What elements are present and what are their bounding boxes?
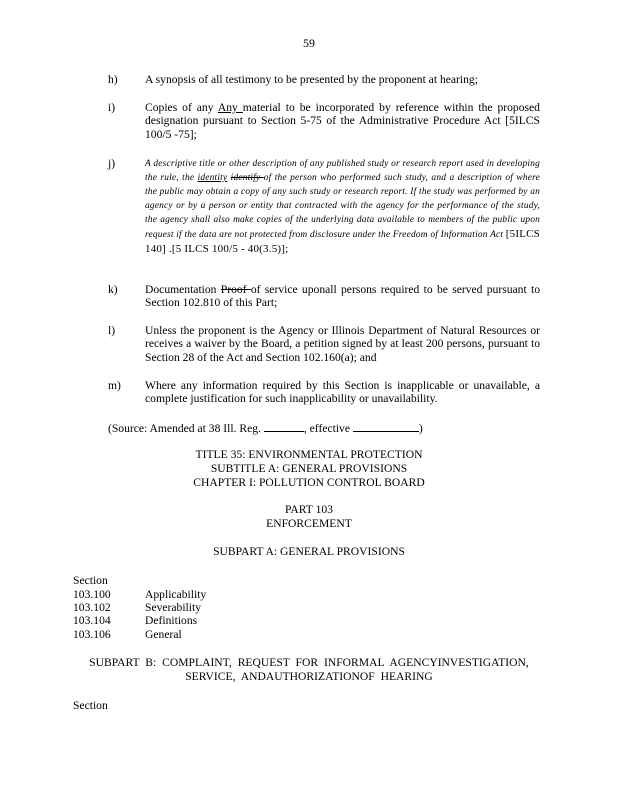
text-run: A descriptive title or other description of any published study or research report used in developing the rule, the <box>145 159 540 183</box>
subpart-b-heading-line2: SERVICE, ANDAUTHORIZATIONOF HEARING <box>185 670 433 683</box>
item-label: j) <box>108 157 116 170</box>
section-number: 103.100 <box>73 588 111 601</box>
page-number: 59 <box>303 36 315 50</box>
reg-blank <box>264 421 304 432</box>
section-name: General <box>145 628 182 641</box>
source-mid: , effective <box>303 422 350 435</box>
inserted-text: Any <box>217 101 243 114</box>
source-suffix: ) <box>418 422 423 435</box>
deleted-text: Proof <box>220 283 251 296</box>
text-run: material to be incorporated by reference within the proposed designation pursuant to Section 5-75 of the Administrative Procedure Act [5ILCS 100/5 -75]; <box>145 101 540 141</box>
effective-blank <box>353 421 419 432</box>
item-text <box>145 283 540 310</box>
source-prefix: (Source: Amended at 38 Ill. Reg. <box>108 422 261 435</box>
item-text: A synopsis of all testimony to be presented by the proponent at hearing; <box>145 73 478 86</box>
section-number: 103.102 <box>73 601 111 614</box>
section-name: Definitions <box>145 614 198 627</box>
toc-row <box>73 614 197 627</box>
text-run: of service uponall persons required to be served pursuant to Section 102.810 of this Part; <box>145 283 540 310</box>
text-run: Copies of any <box>145 101 218 114</box>
section-name: Applicability <box>145 588 207 601</box>
source-note <box>108 421 528 435</box>
chapter-heading: CHAPTER I: POLLUTION CONTROL BOARD <box>193 476 425 489</box>
part-name-heading: ENFORCEMENT <box>266 517 352 530</box>
title-heading: TITLE 35: ENVIRONMENTAL PROTECTION <box>195 448 423 461</box>
subpart-b-heading-line1: SUBPART B: COMPLAINT, REQUEST FOR INFORMAL AGENCYINVESTIGATION, <box>89 656 529 669</box>
toc-row <box>73 588 206 601</box>
section-label: Section <box>73 574 108 587</box>
part-heading: PART 103 <box>285 503 333 516</box>
item-label: m) <box>108 379 121 392</box>
item-text: Unless the proponent is the Agency or Illinois Department of Natural Resources or receives a waiver by the Board, a petition signed by at least 200 persons, pursuant to Section 28 of the Act and Section 102.160(a); and <box>145 324 540 364</box>
item-text: Where any information required by this Section is inapplicable or unavailable, a complete justification for such inapplicability or unavailability. <box>145 379 540 406</box>
subtitle-heading: SUBTITLE A: GENERAL PROVISIONS <box>210 462 408 475</box>
deleted-text: identify <box>230 173 264 183</box>
item-label: i) <box>108 101 116 114</box>
section-number: 103.104 <box>73 614 111 627</box>
toc-row <box>73 601 201 614</box>
item-text <box>145 101 540 141</box>
item-label: l) <box>108 324 116 337</box>
toc-row <box>73 628 182 641</box>
section-number: 103.106 <box>73 628 111 641</box>
section-name: Severability <box>145 601 202 614</box>
section-label-2: Section <box>73 699 108 712</box>
inserted-text: identity <box>197 173 228 183</box>
citation: [5ILCS 140] .[5 ILCS 100/5 - 40(3.5)]; <box>145 228 540 255</box>
item-label: k) <box>108 283 118 296</box>
subpart-a-heading: SUBPART A: GENERAL PROVISIONS <box>213 545 405 558</box>
text-run: Documentation <box>145 283 221 296</box>
item-text <box>145 157 540 257</box>
item-label: h) <box>108 73 118 86</box>
text-run: of the person who performed such study, and a description of where the public may obtain a copy of any such study or research report. If the study was performed by an agency or by a person or entity that contracted with the agency for the performance of the study, the agency shall also make copies of the underlying data available to members of the public upon request if the data are not protected from disclosure under the Freedom of Information Act <box>145 173 540 240</box>
